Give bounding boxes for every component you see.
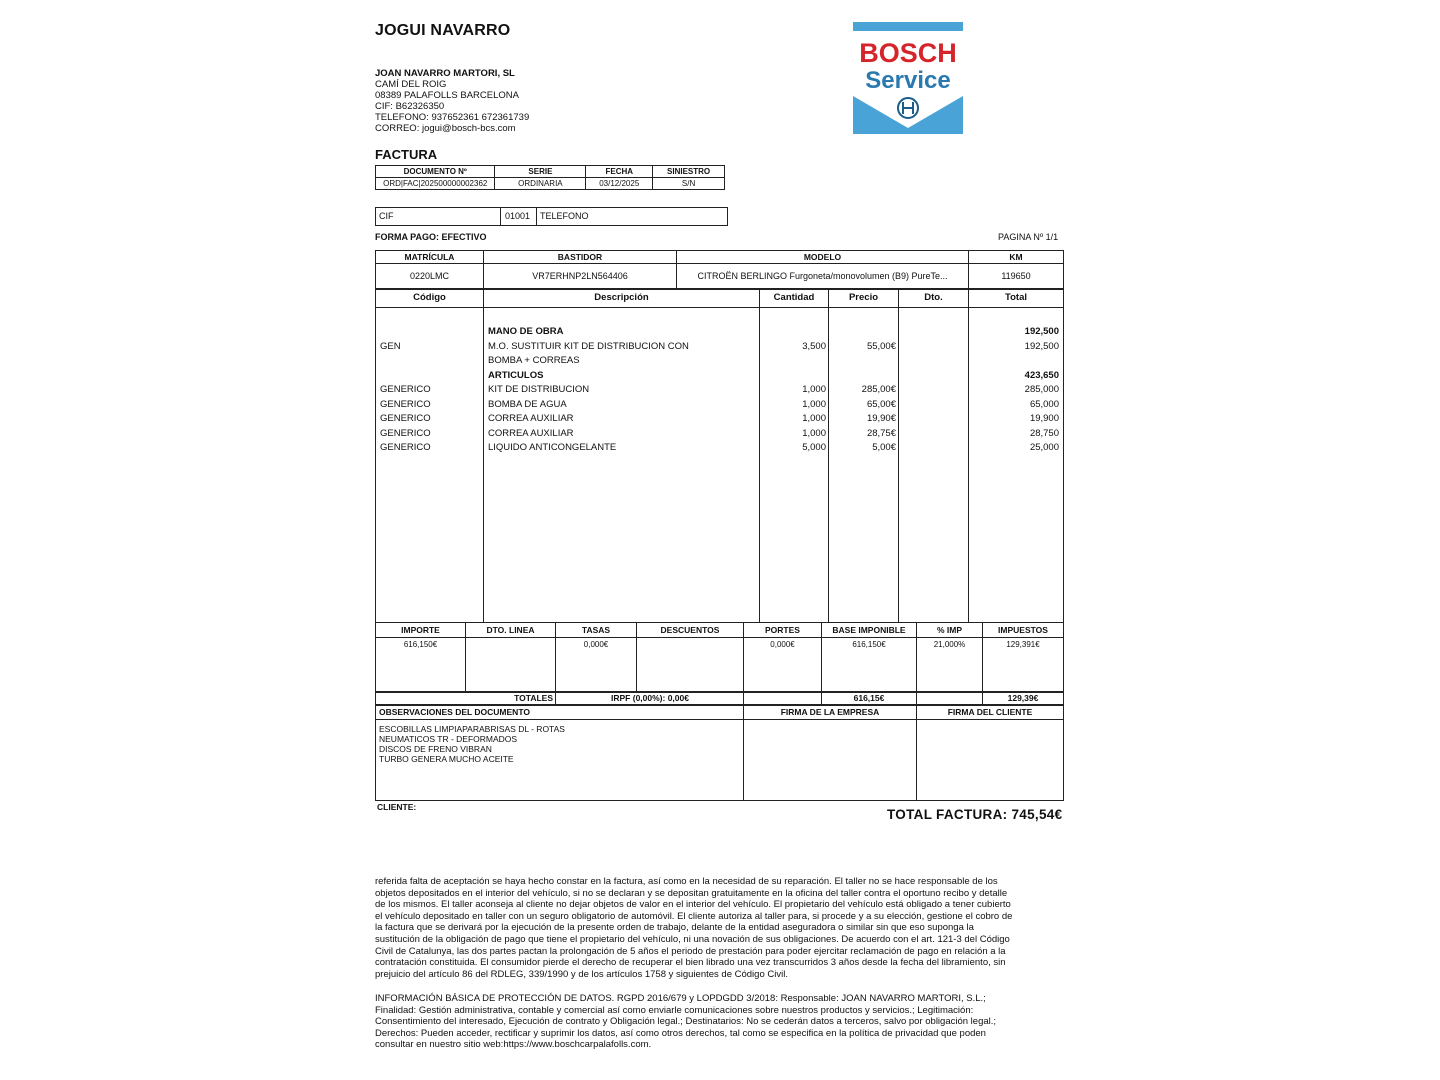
doc-date: 03/12/2025 <box>586 178 653 190</box>
bosch-service-logo <box>853 22 963 134</box>
line-code: GENERICO <box>380 413 431 424</box>
observation-line: DISCOS DE FRENO VIBRAN <box>379 744 492 754</box>
line-price: 19,90€ <box>866 413 896 424</box>
line-code: GEN <box>380 340 401 352</box>
logo-bosch-text: BOSCH <box>859 38 957 68</box>
table-row <box>376 441 1063 455</box>
model-header: MODELO <box>803 252 842 262</box>
line-description: M.O. SUSTITUIR KIT DE DISTRIBUCION CON <box>488 340 689 352</box>
observations-section <box>375 704 1064 801</box>
vehicle-table <box>375 250 1064 290</box>
vin-value: VR7ERHNP2LN564406 <box>532 271 628 281</box>
imp-percent-value: 21,000% <box>933 640 966 649</box>
line-code: GENERICO <box>380 398 431 410</box>
client-label: CLIENTE: <box>377 802 417 812</box>
legal-line: la factura que se derivará por la ejecución de la presente orden de trabajo, delante de la entidad aseguradora o similar sin que eso suponga la <box>375 922 974 934</box>
observation-line: TURBO GENERA MUCHO ACEITE <box>379 754 514 764</box>
company-signature-header: FIRMA DE LA EMPRESA <box>780 707 880 717</box>
line-description: BOMBA + CORREAS <box>488 355 580 366</box>
legal-line: el vehículo depositado en taller con un seguro obligatorio de automóvil. El cliente autoriza al taller para, si procede y a su elección, gestione el cobro de <box>375 910 1013 922</box>
invoice-lines-table <box>375 288 1064 623</box>
line-code: GENERICO <box>380 384 431 395</box>
observation-line: NEUMATICOS TR - DEFORMADOS <box>379 734 518 744</box>
tasas-header: TASAS <box>581 625 611 635</box>
line-total: 192,500 <box>1024 340 1059 352</box>
legal-line: INFORMACIÓN BÁSICA DE PROTECCIÓN DE DATOS. RGPD 2016/679 y LOPDGDD 3/2018: Responsable: JOAN NAVARRO MARTORI, S.L.; <box>375 993 986 1004</box>
line-description: BOMBA DE AGUA <box>488 398 567 410</box>
legal-line: Derechos: Pueden acceder, rectificar y suprimir los datos, así como otros derechos, tal como se especifica en la política de privacidad que poden <box>375 1027 986 1039</box>
line-total: 65,000 <box>1029 398 1059 410</box>
line-price: 28,75€ <box>866 427 896 439</box>
line-description: KIT DE DISTRIBUCION <box>488 384 590 395</box>
table-row <box>376 354 1063 368</box>
observations-text <box>379 724 565 764</box>
km-value: 119650 <box>1001 271 1031 281</box>
doc-series: ORDINARIA <box>495 178 586 190</box>
legal-line: Civil de Catalunya, las dos partes pactan la prolongación de 5 años el periodo de prestación para poder ejercitar reclamación de pago en relación a la <box>375 945 1006 957</box>
code-header: Código <box>413 292 446 303</box>
company-address <box>375 68 529 134</box>
model-value: CITROËN BERLINGO Furgoneta/monovolumen (B9) PureTe... <box>697 271 948 281</box>
cif-label: CIF <box>379 211 394 221</box>
table-row <box>376 427 1063 441</box>
telefono-label: TELEFONO <box>540 211 589 221</box>
page-number: PAGINA Nº 1/1 <box>998 232 1059 242</box>
company-brand: JOGUI NAVARRO <box>375 22 511 39</box>
importe-header: IMPORTE <box>401 625 440 635</box>
importe-value: 616,150€ <box>403 640 438 649</box>
payment-method: FORMA PAGO: EFECTIVO <box>375 232 487 242</box>
line-code: GENERICO <box>380 427 431 439</box>
legal-line: consultar en nuestro sitio web:https://www.boschcarpalafolls.com. <box>375 1039 652 1051</box>
invoice-total: TOTAL FACTURA: 745,54€ <box>887 807 1063 822</box>
doc-claim-header: SINIESTRO <box>653 166 725 178</box>
company-phone: TELEFONO: 937652361 672361739 <box>375 112 530 123</box>
table-row <box>376 398 1063 412</box>
legal-line: de los mismos. El taller aconseja al cliente no dejar objetos de valor en el interior del vehículo. El propietario del vehículo está obligado a tener cubierto <box>375 899 1011 911</box>
descuentos-header: DESCUENTOS <box>660 625 720 635</box>
document-info-table <box>375 165 725 190</box>
doc-number-header: DOCUMENTO Nº <box>376 166 495 178</box>
client-code: 01001 <box>505 211 531 221</box>
totales-label: TOTALES <box>514 693 553 703</box>
plate-value: 0220LMC <box>409 271 450 281</box>
line-price: 65,00€ <box>866 398 896 410</box>
impuestos-value: 129,391€ <box>1006 640 1040 649</box>
table-row <box>376 369 1063 383</box>
quantity-header: Cantidad <box>773 292 815 303</box>
logo-service-text: Service <box>865 67 951 94</box>
description-header: Descripción <box>594 292 649 303</box>
line-description: CORREA AUXILIAR <box>488 413 574 424</box>
table-row <box>376 325 1063 339</box>
dto-linea-header: DTO. LINEA <box>486 625 535 635</box>
line-total: 25,000 <box>1029 442 1059 453</box>
table-row <box>376 340 1063 354</box>
company-email: CORREO: jogui@bosch-bcs.com <box>375 123 516 134</box>
line-quantity: 1,000 <box>802 384 826 395</box>
table-row <box>376 412 1063 426</box>
company-street: CAMÍ DEL ROIG <box>375 79 447 90</box>
legal-line: referida falta de aceptación se haya hecho constar en la factura, así como en la necesidad de su reparación. El taller no se hace responsable de los <box>375 876 998 887</box>
total-header: Total <box>1005 292 1027 303</box>
doc-date-header: FECHA <box>586 166 653 178</box>
legal-line: Finalidad: Gestión administrativa, contable y comercial así como enviarle comunicaciones sobre nuestros productos y servicios.; Legitimación: <box>375 1004 974 1016</box>
line-total: 285,000 <box>1024 384 1059 395</box>
doc-claim: S/N <box>653 178 725 190</box>
imp-percent-header: % IMP <box>936 625 963 635</box>
line-quantity: 1,000 <box>802 398 826 410</box>
legal-conditions <box>375 876 1065 980</box>
portes-value: 0,000€ <box>770 640 795 649</box>
line-description: MANO DE OBRA <box>488 326 564 337</box>
company-name: JOAN NAVARRO MARTORI, SL <box>375 68 515 79</box>
totals-table <box>375 622 1064 693</box>
price-header: Precio <box>848 292 879 303</box>
legal-line: prejuicio del artículo 86 del RDLEG, 339/1990 y de los artículos 1758 y siguientes de Código Civil. <box>375 968 788 980</box>
line-description: LIQUIDO ANTICONGELANTE <box>488 442 617 453</box>
company-city: 08389 PALAFOLLS BARCELONA <box>375 90 519 101</box>
client-signature-header: FIRMA DEL CLIENTE <box>947 707 1033 717</box>
legal-line: Consentimiento del interesado, Ejecución de contrato y Obligación legal.; Destinatarios: No se cederán datos a terceros, salvo por obligación legal.; <box>375 1016 997 1028</box>
line-quantity: 5,000 <box>802 442 826 453</box>
vin-header: BASTIDOR <box>557 252 603 262</box>
impuestos-header: IMPUESTOS <box>998 625 1048 635</box>
plate-header: MATRÍCULA <box>404 252 455 262</box>
line-code: GENERICO <box>380 442 431 453</box>
base-imponible-value: 616,150€ <box>852 640 886 649</box>
doc-number: ORD|FAC|202500000002362 <box>376 178 495 190</box>
line-quantity: 3,500 <box>802 340 826 352</box>
base-imponible-header: BASE IMPONIBLE <box>832 625 906 635</box>
portes-header: PORTES <box>765 625 800 635</box>
data-protection-notice <box>375 993 1065 1051</box>
km-header: KM <box>1009 252 1023 262</box>
line-total: 28,750 <box>1029 427 1059 439</box>
company-cif: CIF: B62326350 <box>375 101 445 112</box>
line-price: 5,00€ <box>872 442 896 453</box>
doc-series-header: SERIE <box>495 166 586 178</box>
line-total: 19,900 <box>1029 413 1059 424</box>
client-id-box <box>375 207 728 226</box>
line-quantity: 1,000 <box>802 413 826 424</box>
line-total: 423,650 <box>1024 369 1059 381</box>
line-description: ARTICULOS <box>488 369 544 381</box>
observation-line: ESCOBILLAS LIMPIAPARABRISAS DL - ROTAS <box>379 724 565 734</box>
line-price: 55,00€ <box>866 340 896 352</box>
line-quantity: 1,000 <box>802 427 826 439</box>
irpf-value: IRPF (0,00%): 0,00€ <box>611 693 689 703</box>
discount-header: Dto. <box>924 292 943 303</box>
legal-line: contratación constituida. El consumidor pierde el derecho de recuperar el bien librado una vez transcurridos 3 años desde la fecha del libramiento, sin <box>375 957 1006 969</box>
legal-line: objetos depositados en el interior del vehículo, si no se declaran y se depositan gratuitamente en la oficina del taller contra el oportuno recibo y detalle <box>375 887 1008 899</box>
document-title: FACTURA <box>375 147 438 162</box>
base-total: 616,15€ <box>853 693 885 703</box>
tasas-value: 0,000€ <box>583 640 609 649</box>
line-description: CORREA AUXILIAR <box>488 427 574 439</box>
line-total: 192,500 <box>1024 326 1059 337</box>
impuestos-total: 129,39€ <box>1007 693 1039 703</box>
line-price: 285,00€ <box>861 384 896 395</box>
legal-line: sustitución de la obligación de pago que tiene el propietario del vehículo, ni una novación de sus obligaciones. De acuerdo con el art. 121-3 del Código <box>375 933 1010 945</box>
observations-header: OBSERVACIONES DEL DOCUMENTO <box>379 707 530 717</box>
table-row <box>376 383 1063 397</box>
